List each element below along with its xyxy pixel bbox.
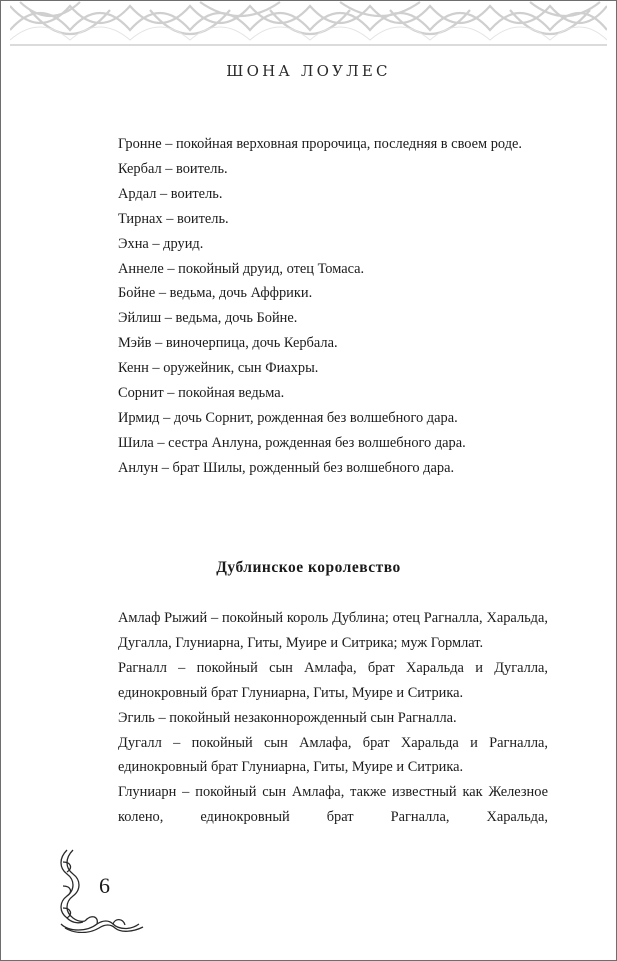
list-item: Глуниарн – покойный сын Амлафа, также известный как Железное колено, единокровный брат Рагналла, Харальда, [118,784,548,826]
list-item: Анлун – брат Шилы, рожденный без волшебного дара. [118,459,455,476]
list-item: Ардал – воитель. [118,185,223,202]
list-item: Мэйв – виночерпица, дочь Кербала. [118,335,338,352]
list-item: Эйлиш – ведьма, дочь Бойне. [118,310,298,327]
list-item: Бойне – ведьма, дочь Аффрики. [118,285,313,302]
list-item: Кенн – оружейник, сын Фиахры. [118,360,319,377]
list-item: Гронне – покойная верховная пророчица, последняя в своем роде. [118,136,523,152]
list-item: Эгиль – покойный незаконнорожденный сын Рагналла. [118,709,457,726]
list-item: Тирнах – воитель. [118,210,229,227]
list-item: Шила – сестра Анлуна, рожденная без волшебного дара. [118,434,466,451]
running-header-author: ШОНА ЛОУЛЕС [226,62,391,80]
list-item: Амлаф Рыжий – покойный король Дублина; отец Рагналла, Харальда, Дугалла, Глуниарна, Гиты, Муире и Ситрика; муж Гормлат. [118,610,548,651]
list-item: Сорнит – покойная ведьма. [118,385,285,402]
list-item: Дугалл – покойный сын Амлафа, брат Харальда и Рагналла, единокровный брат Глуниарна, Гиты, Муире и Ситрика. [118,734,548,776]
list-item: Эхна – друид. [118,235,204,252]
list-item: Кербал – воитель. [118,160,228,177]
character-list-dublin [118,606,548,830]
character-list [118,132,548,481]
list-item: Ирмид – дочь Сорнит, рожденная без волшебного дара. [118,409,458,426]
page-number: 6 [99,873,110,898]
list-item: Аннеле – покойный друид, отец Томаса. [118,260,365,277]
section-heading: Дублинское королевство [216,559,401,576]
celtic-knot-ornament-icon [10,0,607,58]
list-item: Рагналл – покойный сын Амлафа, брат Харальда и Дугалла, единокровный брат Глуниарна, Гиты, Муире и Ситрика. [118,659,548,701]
